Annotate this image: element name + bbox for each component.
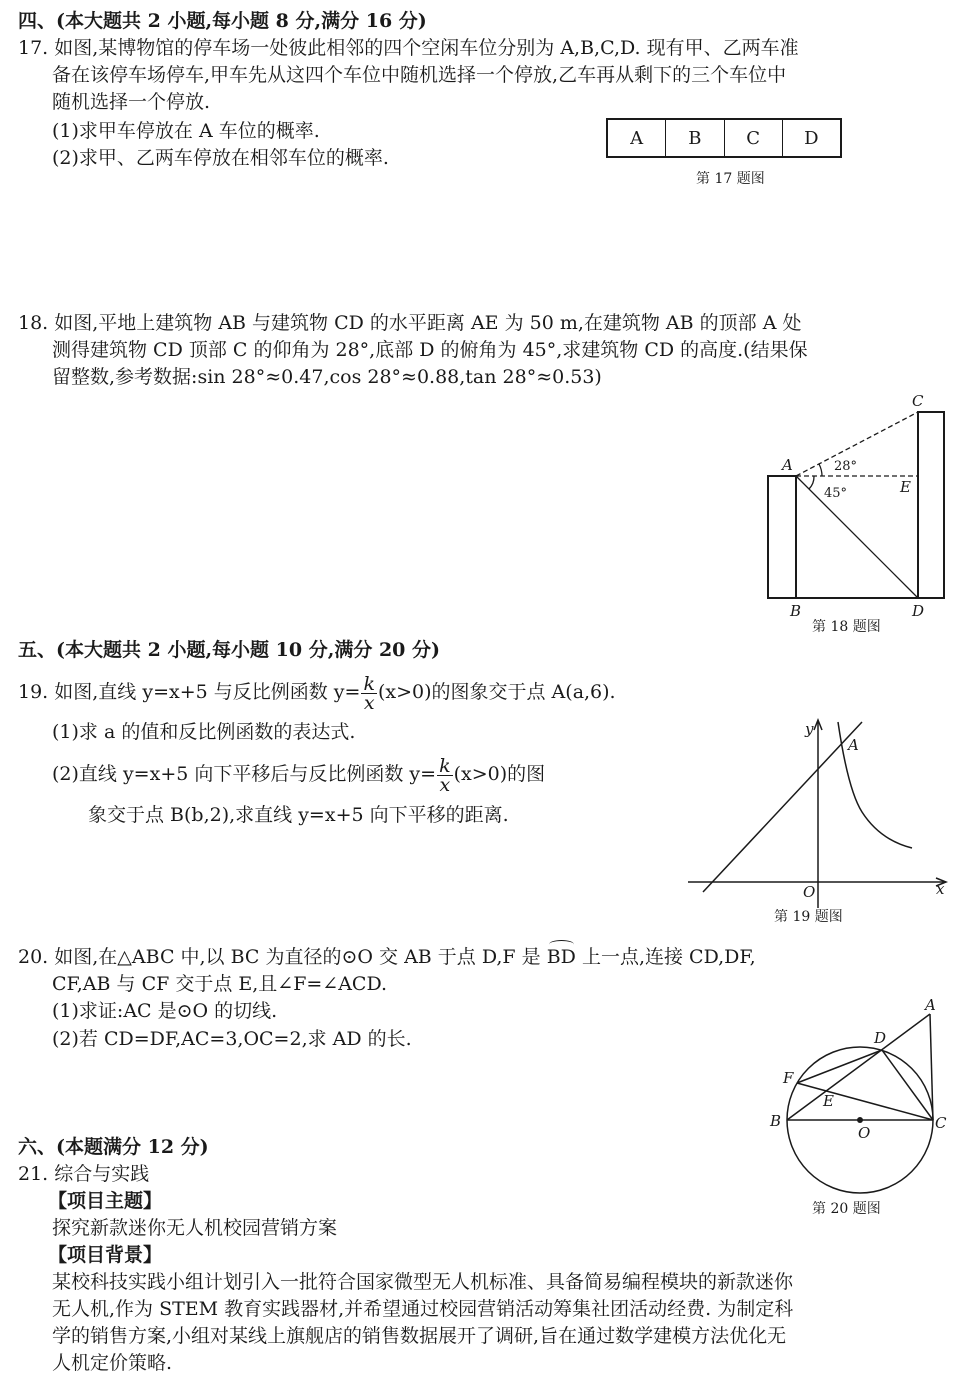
parking-slot-c: C xyxy=(725,120,783,156)
parking-slot-a: A xyxy=(608,120,666,156)
q21-background-line3: 学的销售方案,小组对某线上旗舰店的销售数据展开了调研,旨在通过数学建模方法优化无 xyxy=(52,1325,787,1347)
fraction-numerator: k xyxy=(363,672,375,695)
q21-title: 21. 综合与实践 xyxy=(18,1163,150,1185)
section-4-heading: 四、(本大题共 2 小题,每小题 8 分,满分 16 分) xyxy=(18,10,427,32)
center-o-label: O xyxy=(858,1124,871,1142)
point-b-label: B xyxy=(770,1112,782,1130)
x-axis-label: x xyxy=(936,880,945,898)
segment-cf xyxy=(797,1083,933,1120)
point-c-label: C xyxy=(935,1114,947,1132)
segment-cd xyxy=(882,1050,933,1120)
q19-part2-start: (2)直线 y=x+5 向下平移后与反比例函数 y= xyxy=(52,763,437,785)
point-a-label: A xyxy=(848,736,859,754)
q20-text-line2: CF,AB 与 CF 交于点 E,且∠F=∠ACD. xyxy=(52,973,388,995)
point-d-label: D xyxy=(912,602,925,620)
q18-caption: 第 18 题图 xyxy=(812,619,881,635)
point-e-label: E xyxy=(900,478,911,496)
point-a-label: A xyxy=(782,456,793,474)
fraction-denominator: x xyxy=(439,773,451,796)
point-d-label: D xyxy=(874,1029,887,1047)
q17-part2: (2)求甲、乙两车停放在相邻车位的概率. xyxy=(52,147,389,169)
y-axis-label: y xyxy=(805,720,814,738)
fraction-denominator: x xyxy=(363,691,375,714)
q20-line1-end: 上一点,连接 CD,DF, xyxy=(575,946,756,968)
parking-slot-b: B xyxy=(666,120,724,156)
q17-text-line3: 随机选择一个停放. xyxy=(52,91,211,113)
center-point xyxy=(857,1117,863,1123)
q21-background-line4: 人机定价策略. xyxy=(52,1352,173,1374)
q18-text-line2: 测得建筑物 CD 顶部 C 的仰角为 28°,底部 D 的俯角为 45°,求建筑物 CD 的高度.(结果保 xyxy=(52,339,808,361)
q21-background-heading: 【项目背景】 xyxy=(48,1244,163,1266)
q17-text-line1: 17. 如图,某博物馆的停车场一处彼此相邻的四个空闲车位分别为 A,B,C,D. 现有甲、乙两车准 xyxy=(18,37,799,59)
q21-theme-text: 探究新款迷你无人机校园营销方案 xyxy=(52,1217,338,1239)
parking-slot-d: D xyxy=(804,127,819,149)
q21-background-line2: 无人机,作为 STEM 教育实践器材,并希望通过校园营销活动筹集社团活动经费. 为制定科 xyxy=(52,1298,794,1320)
point-e-label: E xyxy=(823,1092,834,1110)
segment-ab xyxy=(787,1014,930,1120)
q19-part2-line2: 象交于点 B(b,2),求直线 y=x+5 向下平移的距离. xyxy=(88,804,509,826)
q18-text-line3: 留整数,参考数据:sin 28°≈0.47,cos 28°≈0.88,tan 28°≈0.53) xyxy=(52,366,602,388)
fraction-numerator: k xyxy=(439,754,451,777)
section-5-heading: 五、(本大题共 2 小题,每小题 10 分,满分 20 分) xyxy=(18,639,440,661)
angle-45-label: 45° xyxy=(824,486,848,501)
q19-caption: 第 19 题图 xyxy=(774,909,843,925)
point-c-label: C xyxy=(912,392,924,410)
point-b-label: B xyxy=(790,602,802,620)
q18-text-line1: 18. 如图,平地上建筑物 AB 与建筑物 CD 的水平距离 AE 为 50 m,在建筑物 AB 的顶部 A 处 xyxy=(18,312,802,334)
q20-part2: (2)若 CD=DF,AC=3,OC=2,求 AD 的长. xyxy=(52,1028,412,1050)
q17-caption: 第 17 题图 xyxy=(696,171,765,187)
q19-part1: (1)求 a 的值和反比例函数的表达式. xyxy=(52,721,356,743)
q21-background-line1: 某校科技实践小组计划引入一批符合国家微型无人机标准、具备简易编程模块的新款迷你 xyxy=(52,1271,794,1293)
q21-theme-heading: 【项目主题】 xyxy=(48,1190,163,1212)
angle-28-label: 28° xyxy=(834,459,858,474)
section-6-heading: 六、(本题满分 12 分) xyxy=(18,1136,209,1158)
arc-bd: BD xyxy=(547,944,576,971)
q17-part1: (1)求甲车停放在 A 车位的概率. xyxy=(52,120,320,142)
q20-line1-start: 20. 如图,在△ABC 中,以 BC 为直径的⊙O 交 AB 于点 D,F 是 xyxy=(18,946,547,968)
q20-caption: 第 20 题图 xyxy=(812,1201,881,1217)
q20-part1: (1)求证:AC 是⊙O 的切线. xyxy=(52,1000,278,1022)
q19-part2-end: (x>0)的图 xyxy=(453,763,546,785)
q17-text-line2: 备在该停车场停车,甲车先从这四个车位中随机选择一个停放,乙车再从剩下的三个车位中 xyxy=(52,64,787,86)
q19-line1-end: (x>0)的图象交于点 A(a,6). xyxy=(377,681,616,703)
origin-label: O xyxy=(803,883,816,901)
point-f-label: F xyxy=(783,1069,794,1087)
point-a-label: A xyxy=(925,996,936,1014)
q19-line1-start: 19. 如图,直线 y=x+5 与反比例函数 y= xyxy=(18,681,361,703)
